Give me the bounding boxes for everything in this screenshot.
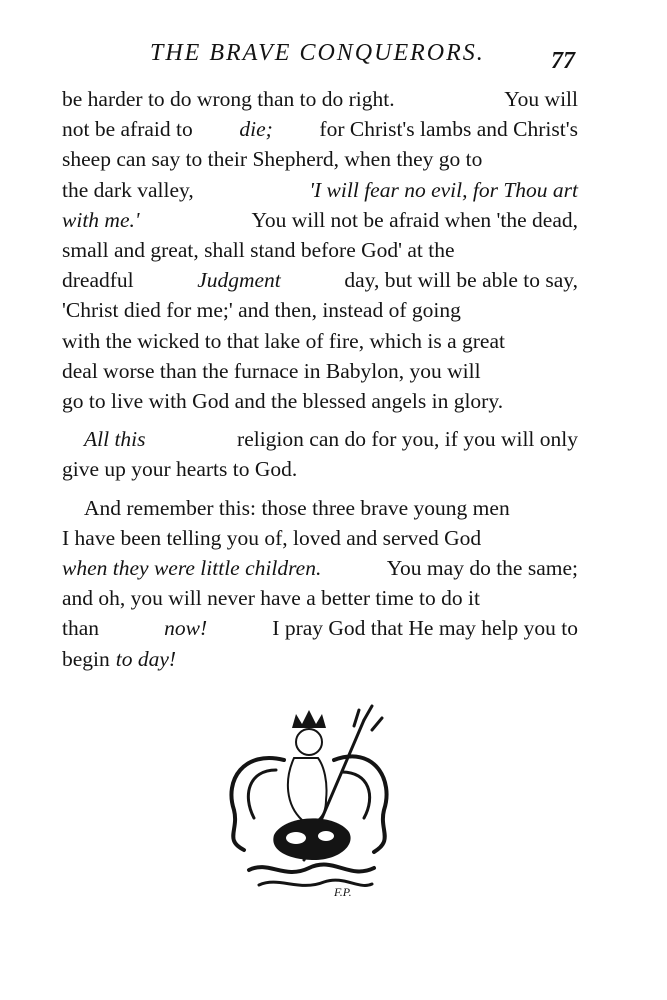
- text-line: small and great, shall stand before God' at the: [62, 238, 455, 263]
- body-text: [62, 84, 578, 674]
- cherub-vignette: [214, 700, 404, 900]
- text-line: begin to day!: [62, 646, 177, 671]
- text-line: 'Christ died for me;' and then, instead of going: [62, 298, 461, 323]
- text-line: when they were little children. You may do the same;: [62, 556, 578, 581]
- text-line: All this religion can do for you, if you will only: [84, 427, 578, 452]
- text-line: I have been telling you of, loved and served God: [62, 525, 482, 550]
- text-line: with the wicked to that lake of fire, which is a great: [62, 328, 505, 353]
- text-line: with me.' You will not be afraid when 'the dead,: [62, 207, 578, 232]
- cherub-body: [288, 758, 327, 823]
- crown-icon: [292, 710, 326, 728]
- running-title: THE BRAVE CONQUERORS.: [150, 40, 485, 66]
- text-line: And remember this: those three brave young men: [84, 495, 510, 520]
- paragraph: [62, 84, 578, 416]
- text-line: be harder to do wrong than to do right. You will: [62, 87, 578, 111]
- text-line: dreadful Judgment day, but will be able to say,: [62, 268, 578, 293]
- sea-creature: [273, 818, 350, 860]
- text-line: the dark valley, 'I will fear no evil, for Thou art: [62, 177, 578, 202]
- text-line: not be afraid to die; for Christ's lambs and Christ's: [62, 117, 578, 142]
- text-line: sheep can say to their Shepherd, when they go to: [62, 147, 483, 172]
- paragraph: [62, 493, 578, 674]
- text-line: go to live with God and the blessed angels in glory.: [62, 389, 504, 414]
- running-header: [0, 40, 667, 80]
- text-line: and oh, you will never have a better time to do it: [62, 586, 480, 611]
- engraver-monogram: F.P.: [334, 885, 352, 899]
- paragraph: [62, 424, 578, 484]
- page-number: 77: [551, 48, 575, 74]
- cherub-head: [296, 729, 322, 755]
- text-line: deal worse than the furnace in Babylon, you will: [62, 358, 481, 383]
- text-line: than now! I pray God that He may help you to: [62, 616, 578, 641]
- text-line: give up your hearts to God.: [62, 457, 298, 482]
- waves: [249, 865, 374, 872]
